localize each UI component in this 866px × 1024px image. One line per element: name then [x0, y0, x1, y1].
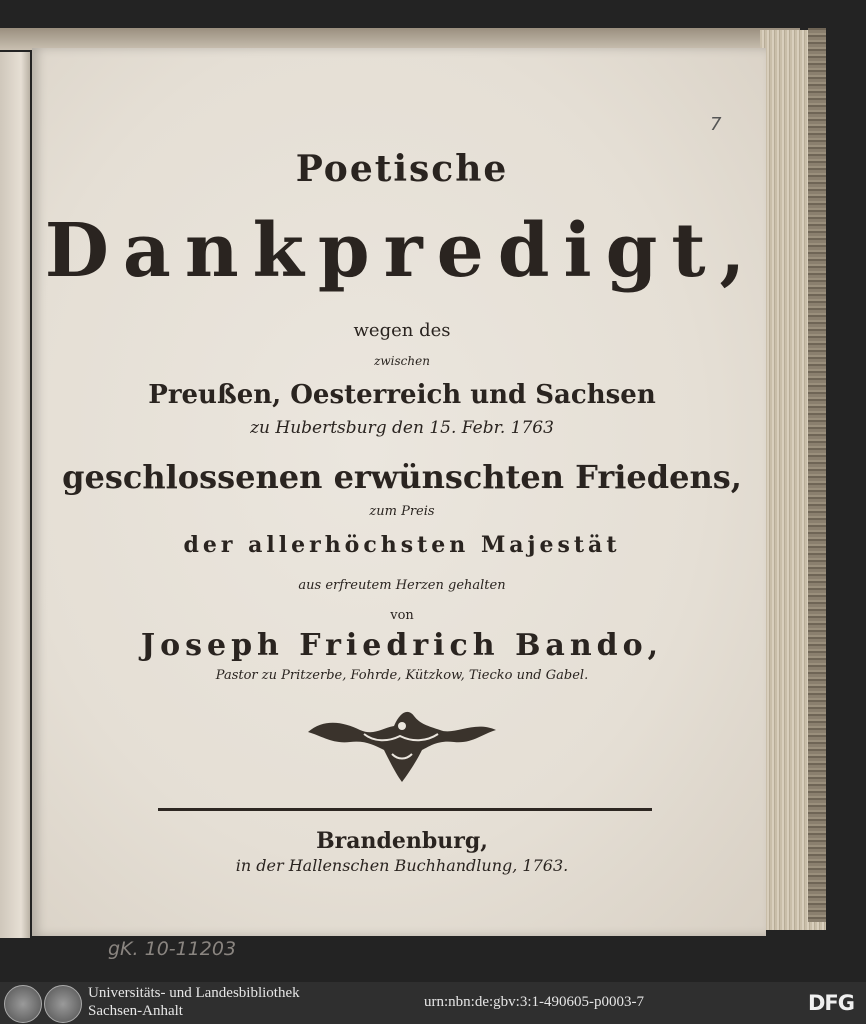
author-name: Joseph Friedrich Bando,	[140, 628, 664, 663]
subtitle-majestaet: der allerhöchsten Majestät	[183, 532, 621, 558]
book-cover-edge	[808, 28, 826, 922]
title-page	[32, 48, 766, 960]
subtitle-wegen: wegen des	[353, 320, 451, 341]
subtitle-zwischen: zwischen	[374, 354, 430, 368]
library-seal-icon	[44, 985, 82, 1023]
institution-name-line-2: Sachsen-Anhalt	[88, 1003, 183, 1019]
library-seal-icon	[4, 985, 42, 1023]
footer-bar	[0, 982, 866, 1024]
imprint-publisher: in der Hallenschen Buchhandlung, 1763.	[235, 856, 569, 875]
institution-name-line-1: Universitäts- und Landesbibliothek	[88, 985, 300, 1001]
left-page-edge	[0, 52, 30, 938]
subtitle-gehalten: aus erfreutem Herzen gehalten	[298, 578, 506, 593]
urn-identifier: urn:nbn:de:gbv:3:1-490605-p0003-7	[424, 994, 644, 1010]
book-top-edge	[0, 28, 800, 50]
subtitle-zum-preis: zum Preis	[369, 504, 435, 519]
title-line-2: Dankpredigt,	[44, 208, 760, 294]
subtitle-peace: geschlossenen erwünschten Friedens,	[62, 458, 742, 496]
dfg-logo: DFG	[808, 991, 855, 1015]
imprint-place: Brandenburg,	[316, 828, 488, 854]
title-line-1: Poetische	[295, 148, 509, 190]
horizontal-rule	[158, 808, 652, 811]
page-number: 7	[710, 114, 722, 135]
subtitle-place-date: zu Hubertsburg den 15. Febr. 1763	[250, 418, 554, 438]
author-title: Pastor zu Pritzerbe, Fohrde, Kützkow, Tiecko und Gabel.	[215, 668, 589, 683]
printer-ornament	[304, 704, 500, 786]
shelfmark: gK. 10-11203	[108, 938, 237, 960]
subtitle-von: von	[390, 608, 414, 623]
subtitle-countries: Preußen, Oesterreich und Sachsen	[148, 380, 656, 410]
